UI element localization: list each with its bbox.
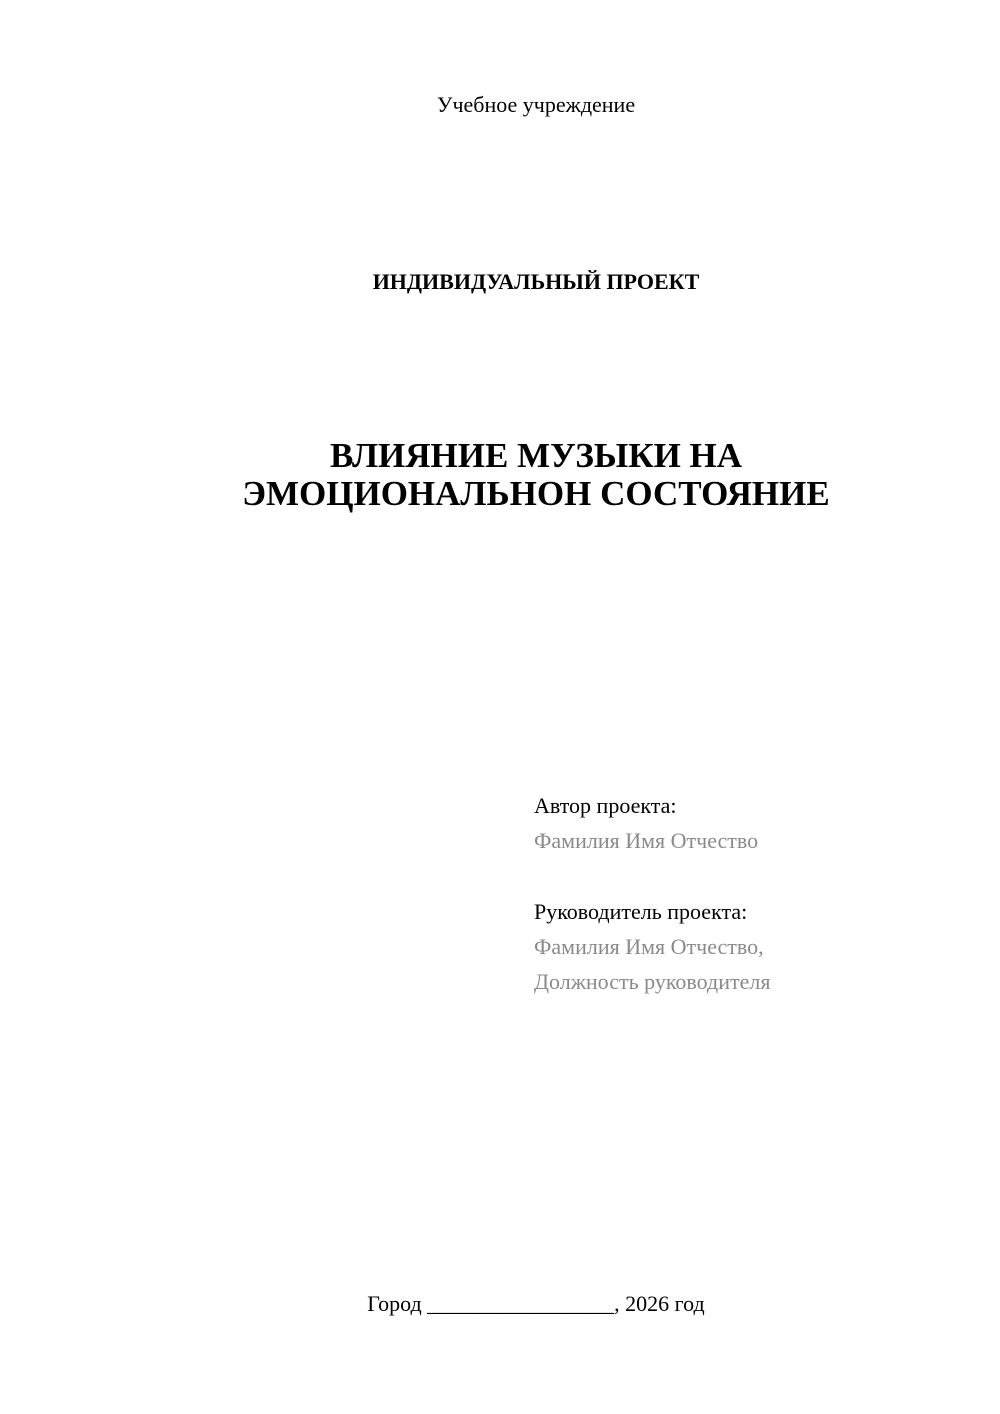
document-type: ИНДИВИДУАЛЬНЫЙ ПРОЕКТ (372, 269, 700, 294)
city-year-line: Город _________________, 2026 год (367, 1291, 705, 1316)
project-title-line-2: ЭМОЦИОНАЛЬНОН СОСТОЯНИЕ (242, 474, 830, 513)
supervisor-block (534, 894, 770, 999)
author-name: Фамилия Имя Отчество (534, 828, 759, 853)
project-title-line-1: ВЛИЯНИЕ МУЗЫКИ НА (329, 436, 743, 475)
project-title (0, 437, 1000, 513)
supervisor-position: Должность руководителя (534, 969, 771, 994)
supervisor-label: Руководитель проекта: (534, 899, 748, 924)
supervisor-name: Фамилия Имя Отчество, (534, 934, 764, 959)
institution-name: Учебное учреждение (436, 92, 636, 117)
author-block (534, 788, 758, 858)
author-label: Автор проекта: (534, 793, 677, 818)
